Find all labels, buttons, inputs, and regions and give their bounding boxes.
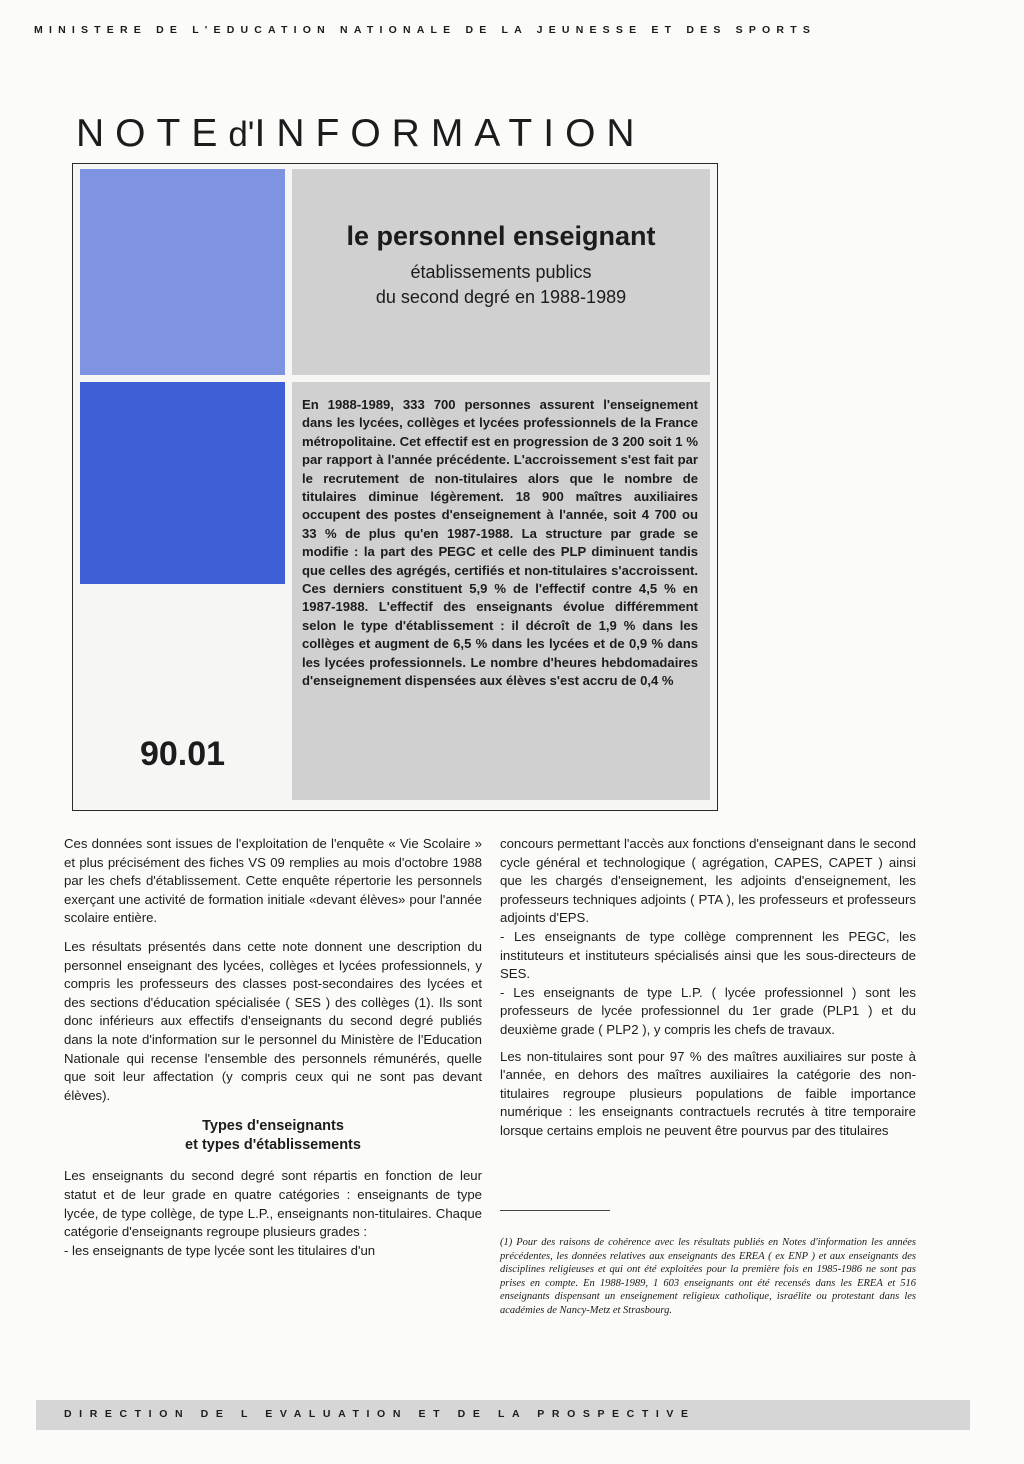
section-heading xyxy=(64,1117,482,1155)
section-heading-line-2: et types d'établissements xyxy=(185,1137,361,1154)
brand-information: INFORMATION xyxy=(254,112,646,155)
body-column-left xyxy=(64,835,482,1260)
dark-blue-block xyxy=(80,382,285,584)
summary-box xyxy=(292,382,710,800)
section-heading-line-1: Types d'enseignants xyxy=(202,1118,344,1135)
article-title: le personnel enseignant xyxy=(346,221,656,251)
footer-direction: DIRECTION DE L EVALUATION ET DE LA PROSPECTIVE xyxy=(64,1408,696,1420)
title-box xyxy=(292,169,710,375)
article-subtitle xyxy=(292,260,710,310)
footnote-rule xyxy=(500,1210,610,1211)
footnote: (1) Pour des raisons de cohérence avec les résultats publiés en Notes d'information les années précédentes, les données relatives aux enseignants des EREA ( ex ENP ) et aux enseignants des disciplines religieuses et qui ont été exploitées pour la première fois en 1985-1986 ne sont pas prises en compte. En 1988-1989, 1 603 enseignants ont été recensés dans les EREA et 516 enseignants dispensant un enseignement religieux catholique, israélite ou protestant dans les académies de Nancy-Metz et Strasbourg. xyxy=(500,1237,916,1316)
paragraph: Les enseignants du second degré sont répartis en fonction de leur statut et de leur grade en quatre catégories : enseignants de type lycée, de type collège, de type L.P., enseignants non-titulaires. Chaque catégorie d'enseignants regroupe plusieurs grades : xyxy=(64,1168,482,1240)
paragraph: Les non-titulaires sont pour 97 % des maîtres auxiliaires sur poste à l'année, en dehors des maîtres auxiliaires la catégorie des non-titulaires regroupe plusieurs populations de faible importance numérique : les enseignants contractuels recrutés à titre temporaire lorsque certains emplois ne peuvent être pourvus par des titulaires xyxy=(500,1048,916,1138)
list-item: - les enseignants de type lycée sont les titulaires d'un xyxy=(64,1242,376,1258)
subtitle-line-1: établissements publics xyxy=(410,262,592,282)
list-item: - Les enseignants de type collège comprennent les PEGC, les instituteurs et instituteurs spécialisés ainsi que les sous-directeurs de SES. xyxy=(500,928,916,982)
body-column-right xyxy=(500,835,916,1151)
publication-title xyxy=(76,112,646,156)
brand-de: d' xyxy=(228,115,255,154)
subtitle-line-2: du second degré en 1988-1989 xyxy=(375,287,627,307)
paragraph: Les résultats présentés dans cette note donnent une description du personnel enseignant des lycées, collèges et lycées professionnels, y compris les professeurs des classes post-secondaires des lycées et des sections d'éducation spécialisée ( SES ) des collèges (1). Ils sont donc inférieurs aux effectifs d'enseignants du second degré publiés dans la note d'information sur le personnel du Ministère de l'Education Nationale qui recense l'ensemble des personnels rémunérés, quelle que soit leur affectation (y compris ceux qui ne sont pas devant élèves). xyxy=(64,938,482,1103)
light-blue-block xyxy=(80,169,285,375)
summary-text: En 1988-1989, 333 700 personnes assurent l'enseignement dans les lycées, collèges et lycées professionnels de la France métropolitaine. Cet effectif est en progression de 3 200 soit 1 % par rapport à l'année précédente. L'accroissement s'est fait par le recrutement de non-titulaires alors que le nombre de titulaires diminue légèrement. 18 900 maîtres auxiliaires occupent des postes d'enseignement à l'année, soit 4 700 ou 33 % de plus qu'en 1987-1988. La structure par grade se modifie : la part des PEGC et celle des PLP diminuent tandis que celles des agrégés, certifiés et non-titulaires s'accroissent. Ces derniers constituent 5,9 % de l'effectif contre 4,5 % en 1987-1988. L'effectif des enseignants évolue différemment selon le type d'établissement : il décroît de 1,9 % dans les collèges et augment de 6,5 % dans les lycées et de 0,9 % dans les lycées professionnels. Le nombre d'heures hebdomadaires d'enseignement dispensées aux élèves s'est accru de 0,4 % xyxy=(302,397,698,689)
list-item-continued: concours permettant l'accès aux fonctions d'enseignant dans le second cycle général et technologique ( agrégation, CAPES, CAPET ) ainsi que les chargés d'enseignement, les adjoints d'enseignement, les professeurs techniques adjoints ( PTA ), les professeurs et professeurs adjoints d'EPS. xyxy=(500,836,916,926)
ministry-header: MINISTERE DE L'EDUCATION NATIONALE DE LA JEUNESSE ET DES SPORTS xyxy=(34,24,817,36)
brand-note: NOTE xyxy=(76,112,229,155)
list-item: - Les enseignants de type L.P. ( lycée professionnel ) sont les professeurs de lycée professionnel du 1er grade (PLP1 ) et du deuxième grade ( PLP2 ), y compris les chefs de travaux. xyxy=(500,984,916,1037)
paragraph: Ces données sont issues de l'exploitation de l'enquête « Vie Scolaire » et plus précisément des fiches VS 09 remplies au mois d'octobre 1988 par les chefs d'établissement. Cette enquête répertorie les personnels exerçant une activité de formation initiale «devant élèves» pour l'année scolaire entière. xyxy=(64,836,482,926)
note-number: 90.01 xyxy=(139,735,226,773)
